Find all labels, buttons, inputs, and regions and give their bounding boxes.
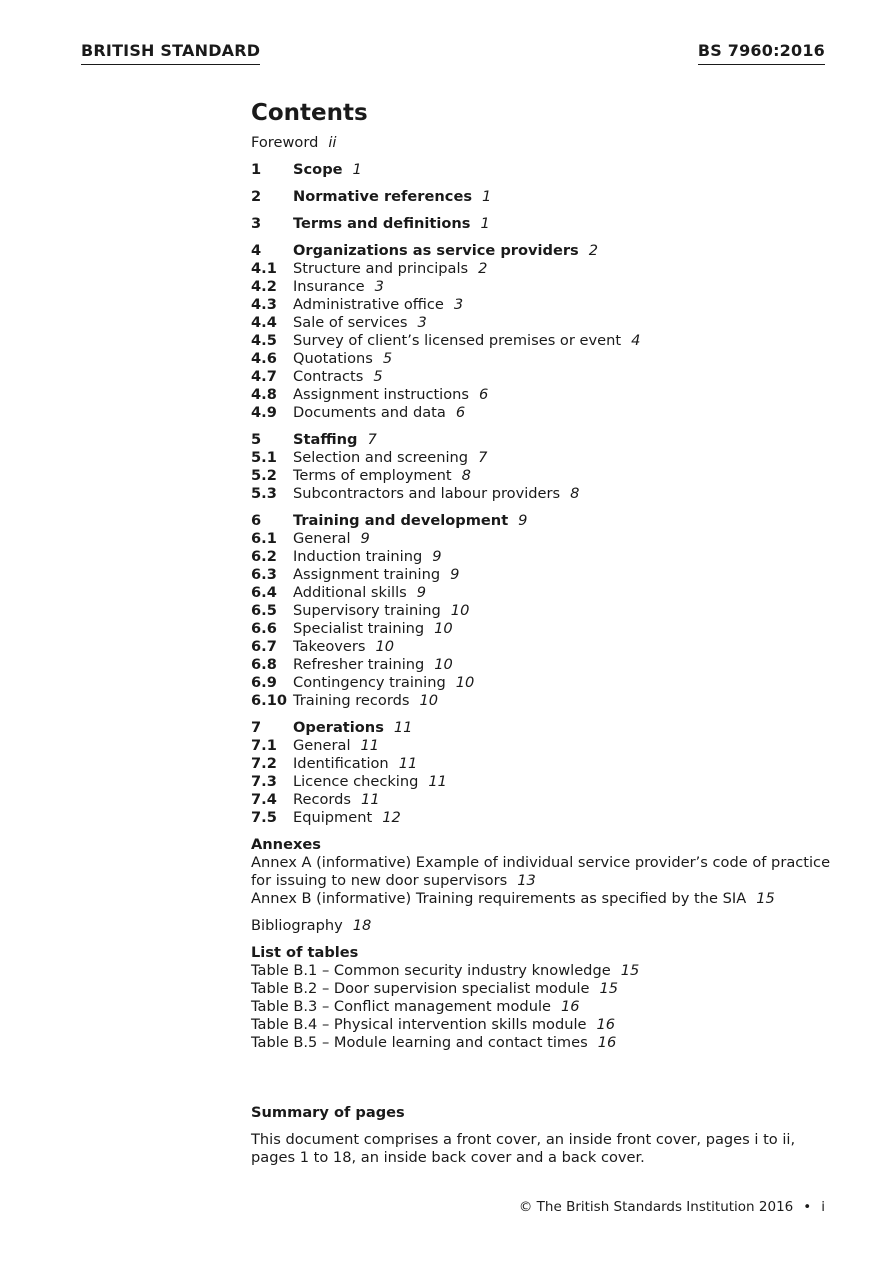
table-label: Table B.1 – Common security industry knowledge — [251, 962, 611, 979]
subsection-number: 7.1 — [251, 737, 277, 754]
tables-heading: List of tables — [251, 944, 359, 961]
subsection-page: 10 — [434, 620, 453, 637]
subsection-number: 6.3 — [251, 566, 277, 583]
foreword-entry — [251, 134, 851, 152]
tables-list — [251, 962, 851, 1052]
subsection-number: 4.7 — [251, 368, 277, 385]
subsection-number: 4.9 — [251, 404, 277, 421]
subsection-page: 8 — [461, 467, 471, 484]
section-page: 11 — [393, 719, 413, 736]
table-list-entry — [251, 962, 851, 980]
subsection-page: 10 — [455, 674, 475, 691]
section-number: 6 — [251, 512, 262, 529]
subsection-page: 6 — [455, 404, 466, 421]
subsection-number: 4.8 — [251, 386, 277, 403]
subsection-title: Training records — [293, 692, 410, 709]
page-title: Contents — [251, 100, 368, 126]
table-label: Table B.3 – Conflict management module — [251, 998, 551, 1015]
table-list-entry — [251, 1034, 851, 1052]
bullet-separator: • — [803, 1199, 812, 1215]
subsection-number: 6.2 — [251, 548, 277, 565]
subsection-title: Terms of employment — [293, 467, 452, 484]
toc-section-group — [251, 719, 851, 827]
subsection-page: 6 — [479, 386, 489, 403]
subsection-title: Insurance — [293, 278, 365, 295]
subsection-title: Survey of client’s licensed premises or event — [293, 332, 622, 349]
bibliography-label: Bibliography — [251, 917, 343, 934]
toc-subsection-entry — [251, 530, 851, 548]
subsection-number: 6.9 — [251, 674, 277, 691]
subsection-title: Equipment — [293, 809, 373, 826]
subsection-page: 12 — [382, 809, 401, 826]
section-page: 1 — [352, 161, 362, 178]
section-title: Training and development — [293, 512, 509, 529]
annex-b-entry — [251, 890, 851, 908]
subsection-page: 11 — [360, 737, 380, 754]
table-page: 16 — [596, 1016, 616, 1033]
toc-sections — [251, 161, 851, 827]
toc-subsection-entry — [251, 296, 851, 314]
section-page: 1 — [482, 188, 492, 205]
subsection-number: 5.2 — [251, 467, 277, 484]
section-title: Organizations as service providers — [293, 242, 579, 259]
subsection-title: Contracts — [293, 368, 364, 385]
toc-subsection-entry — [251, 368, 851, 386]
subsection-title: Induction training — [293, 548, 423, 565]
section-number: 7 — [251, 719, 262, 736]
toc-section-group — [251, 215, 851, 233]
toc-subsection-entry — [251, 656, 851, 674]
subsection-number: 6.4 — [251, 584, 277, 601]
page-footer — [519, 1198, 825, 1216]
subsection-title: Quotations — [293, 350, 373, 367]
subsection-page: 2 — [478, 260, 488, 277]
table-page: 15 — [620, 962, 640, 979]
annex-a-page: 13 — [517, 872, 536, 889]
toc-subsection-entry — [251, 620, 851, 638]
header-standard-label: BRITISH STANDARD — [81, 41, 260, 65]
annex-b-page: 15 — [756, 890, 775, 907]
subsection-number: 6.5 — [251, 602, 277, 619]
toc-subsection-entry — [251, 692, 851, 710]
copyright-notice: © The British Standards Institution 2016 — [518, 1199, 794, 1215]
toc-subsection-entry — [251, 602, 851, 620]
table-label: Table B.2 – Door supervision specialist module — [251, 980, 590, 997]
subsection-title: Takeovers — [293, 638, 366, 655]
subsection-title: Assignment training — [293, 566, 441, 583]
summary-of-pages — [251, 1104, 851, 1167]
section-page: 2 — [588, 242, 599, 259]
toc-subsection-entry — [251, 332, 851, 350]
subsection-title: Selection and screening — [293, 449, 469, 466]
table-label: Table B.4 – Physical intervention skills module — [251, 1016, 587, 1033]
subsection-page: 10 — [375, 638, 395, 655]
section-title: Staffing — [293, 431, 358, 448]
annex-b-text: Annex B (informative) Training requirements as specified by the SIA — [251, 890, 747, 907]
toc-subsection-entry — [251, 404, 851, 422]
annex-a-line1: Annex A (informative) Example of individual service provider’s code of practice — [251, 854, 831, 871]
toc-subsection-entry — [251, 809, 851, 827]
subsection-page: 9 — [432, 548, 442, 565]
toc-subsection-entry — [251, 755, 851, 773]
subsection-page: 4 — [631, 332, 641, 349]
subsection-number: 7.5 — [251, 809, 277, 826]
section-title: Scope — [293, 161, 343, 178]
contents-page — [251, 98, 851, 1052]
subsection-page: 11 — [398, 755, 418, 772]
subsection-page: 9 — [450, 566, 460, 583]
table-page: 16 — [560, 998, 580, 1015]
toc-subsection-entry — [251, 737, 851, 755]
subsection-page: 10 — [450, 602, 470, 619]
table-list-entry — [251, 998, 851, 1016]
section-number: 2 — [251, 188, 262, 205]
toc-subsection-entry — [251, 449, 851, 467]
subsection-number: 4.4 — [251, 314, 277, 331]
subsection-number: 6.6 — [251, 620, 277, 637]
toc-section-entry — [251, 161, 851, 179]
section-number: 5 — [251, 431, 262, 448]
subsection-number: 5.3 — [251, 485, 277, 502]
list-of-tables — [251, 944, 851, 1052]
section-page: 1 — [480, 215, 490, 232]
toc-subsection-entry — [251, 278, 851, 296]
page-number: i — [821, 1199, 825, 1215]
subsection-title: Sale of services — [293, 314, 408, 331]
subsection-number: 6.10 — [251, 692, 288, 709]
toc-subsection-entry — [251, 467, 851, 485]
subsection-title: Contingency training — [293, 674, 446, 691]
table-page: 16 — [597, 1034, 617, 1051]
toc-section-entry — [251, 719, 851, 737]
subsection-number: 4.5 — [251, 332, 277, 349]
subsection-title: Additional skills — [293, 584, 407, 601]
foreword-page: ii — [328, 134, 337, 151]
toc-subsection-entry — [251, 314, 851, 332]
toc-section-entry — [251, 215, 851, 233]
bibliography-page: 18 — [352, 917, 372, 934]
toc-subsection-entry — [251, 260, 851, 278]
section-title: Terms and definitions — [293, 215, 471, 232]
subsection-title: General — [293, 530, 351, 547]
subsection-title: Supervisory training — [293, 602, 441, 619]
toc-section-entry — [251, 242, 851, 260]
subsection-page: 9 — [416, 584, 427, 601]
table-page: 15 — [599, 980, 619, 997]
annex-a-line2-text: for issuing to new door supervisors — [251, 872, 508, 889]
table-label: Table B.5 – Module learning and contact times — [251, 1034, 588, 1051]
subsection-page: 3 — [417, 314, 427, 331]
subsection-number: 6.8 — [251, 656, 277, 673]
toc-subsection-entry — [251, 674, 851, 692]
subsection-page: 7 — [478, 449, 488, 466]
toc-subsection-entry — [251, 791, 851, 809]
subsection-page: 3 — [453, 296, 464, 313]
section-title: Operations — [293, 719, 384, 736]
bibliography-entry — [251, 917, 851, 935]
subsection-number: 4.2 — [251, 278, 277, 295]
subsection-page: 3 — [374, 278, 384, 295]
section-number: 4 — [251, 242, 262, 259]
subsection-page: 5 — [382, 350, 393, 367]
subsection-page: 5 — [373, 368, 383, 385]
subsection-title: Administrative office — [293, 296, 444, 313]
toc-section-group — [251, 242, 851, 422]
toc-section-entry — [251, 431, 851, 449]
toc-section-group — [251, 431, 851, 503]
subsection-title: Documents and data — [293, 404, 446, 421]
subsection-title: Refresher training — [293, 656, 425, 673]
subsection-number: 4.3 — [251, 296, 277, 313]
subsection-page: 10 — [419, 692, 439, 709]
subsection-number: 6.7 — [251, 638, 277, 655]
header-document-number: BS 7960:2016 — [698, 41, 825, 65]
foreword-label: Foreword — [251, 134, 319, 151]
toc-section-group — [251, 188, 851, 206]
section-title: Normative references — [293, 188, 473, 205]
subsection-page: 8 — [570, 485, 580, 502]
summary-line1: This document comprises a front cover, an inside front cover, pages i to ii, — [251, 1131, 796, 1148]
summary-heading: Summary of pages — [251, 1104, 405, 1121]
section-page: 9 — [518, 512, 528, 529]
toc-section-group — [251, 512, 851, 710]
table-list-entry — [251, 980, 851, 998]
section-page: 7 — [367, 431, 377, 448]
section-number: 1 — [251, 161, 262, 178]
toc-section-group — [251, 161, 851, 179]
toc-subsection-entry — [251, 548, 851, 566]
subsection-number: 7.3 — [251, 773, 277, 790]
annex-a-line2 — [251, 872, 851, 890]
annexes-heading: Annexes — [251, 836, 321, 853]
subsection-title: Specialist training — [293, 620, 425, 637]
subsection-title: Identification — [293, 755, 389, 772]
section-number: 3 — [251, 215, 262, 232]
subsection-page: 10 — [434, 656, 453, 673]
toc-section-entry — [251, 188, 851, 206]
subsection-title: Assignment instructions — [293, 386, 470, 403]
subsection-number: 6.1 — [251, 530, 277, 547]
toc-subsection-entry — [251, 584, 851, 602]
subsection-number: 7.2 — [251, 755, 277, 772]
summary-line2: pages 1 to 18, an inside back cover and a back cover. — [251, 1149, 645, 1166]
subsection-number: 7.4 — [251, 791, 277, 808]
subsection-page: 11 — [428, 773, 447, 790]
subsection-page: 11 — [361, 791, 380, 808]
subsection-number: 4.6 — [251, 350, 277, 367]
subsection-title: Records — [293, 791, 352, 808]
toc-subsection-entry — [251, 566, 851, 584]
subsection-title: General — [293, 737, 351, 754]
subsection-number: 5.1 — [251, 449, 277, 466]
annexes-block — [251, 836, 851, 908]
toc-section-entry — [251, 512, 851, 530]
subsection-number: 4.1 — [251, 260, 277, 277]
toc-subsection-entry — [251, 638, 851, 656]
toc-subsection-entry — [251, 350, 851, 368]
subsection-title: Structure and principals — [293, 260, 469, 277]
toc-subsection-entry — [251, 773, 851, 791]
subsection-title: Subcontractors and labour providers — [293, 485, 561, 502]
toc-subsection-entry — [251, 386, 851, 404]
subsection-page: 9 — [360, 530, 370, 547]
toc-subsection-entry — [251, 485, 851, 503]
table-list-entry — [251, 1016, 851, 1034]
subsection-title: Licence checking — [293, 773, 419, 790]
